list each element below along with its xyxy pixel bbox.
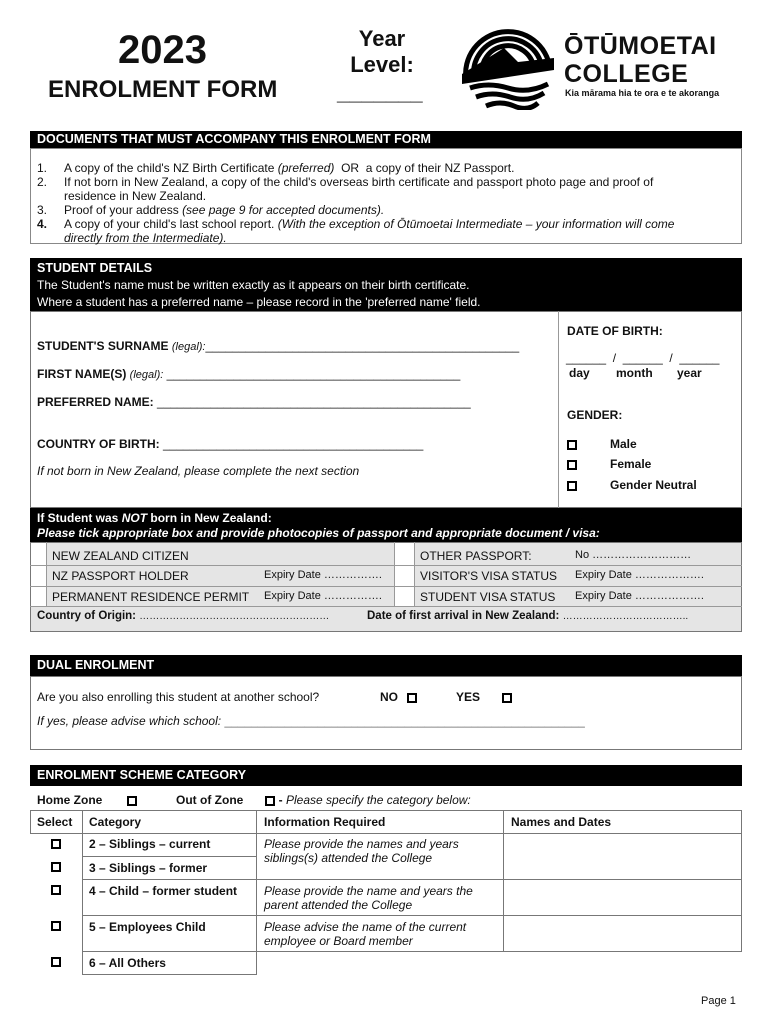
doc-item-text-end: OR a copy of their NZ Passport. <box>334 161 515 175</box>
doc-item-4-cont <box>37 231 737 245</box>
page-number: Page 1 <box>701 995 736 1007</box>
out-of-zone-option[interactable] <box>176 793 471 807</box>
other-school-field[interactable] <box>37 714 585 728</box>
col-category-header: Category <box>89 815 142 829</box>
first-name-label: FIRST NAME(S) <box>37 367 130 381</box>
category-2-checkbox[interactable] <box>51 839 61 849</box>
country-of-origin-dots[interactable]: ………………………………………………… <box>139 611 330 622</box>
year-level-label-line2: Level: <box>350 52 414 77</box>
scheme-grid-line <box>30 810 31 833</box>
surname-line[interactable]: _______________________________________________ <box>205 339 520 353</box>
out-of-zone-checkbox[interactable] <box>265 796 275 806</box>
year-level-label-line1: Year <box>358 26 406 51</box>
first-name-line[interactable]: ____________________________________________ <box>163 367 461 381</box>
form-year: 2023 <box>118 28 207 72</box>
dob-line[interactable]: ______ / ______ / ______ <box>566 351 720 365</box>
scheme-grid-line <box>82 951 742 952</box>
gender-option-male[interactable] <box>567 437 637 451</box>
nz-citizen-label: NEW ZEALAND CITIZEN <box>52 549 189 563</box>
doc-item-1 <box>37 161 737 175</box>
doc-item-text: Proof of your address <box>64 203 183 217</box>
overseas-grid-line <box>46 542 47 606</box>
preferred-name-field[interactable] <box>37 395 471 409</box>
gender-neutral-checkbox[interactable] <box>567 481 577 491</box>
first-name-label-sub: (legal): <box>129 369 164 381</box>
category-4-checkbox[interactable] <box>51 885 61 895</box>
doc-item-note: (see page 9 for accepted documents). <box>182 203 385 217</box>
student-name-note-1: The Student's name must be written exactly as it appears on their birth certificate. <box>37 278 470 292</box>
category-3-label: 3 – Siblings – former <box>89 861 208 875</box>
dual-no-label: NO <box>380 690 398 704</box>
first-arrival-label: Date of first arrival in New Zealand: <box>367 610 563 622</box>
permanent-residence-expiry[interactable]: Expiry Date ……………. <box>264 590 382 602</box>
info-siblings: Please provide the names and years siblings(s) attended the College <box>264 837 459 865</box>
dual-enrolment-question: Are you also enrolling this student at another school? <box>37 690 320 704</box>
school-motto: Kia mārama hia te ora e te akoranga <box>565 88 720 98</box>
college-logo <box>458 18 558 110</box>
category-6-checkbox[interactable] <box>51 957 61 967</box>
doc-item-note: (With the exception of Ōtūmoetai Intermediate – your information will come <box>277 217 675 231</box>
preferred-name-line[interactable]: _______________________________________________ <box>157 395 471 409</box>
year-level-field[interactable]: _______ <box>337 80 423 105</box>
gender-female-label: Female <box>610 457 652 471</box>
student-details-heading <box>30 258 742 311</box>
overseas-grid-line <box>414 542 415 606</box>
doc-item-2 <box>37 175 737 189</box>
documents-list <box>37 161 737 245</box>
scheme-grid-line <box>741 810 742 952</box>
dob-month-label: month <box>616 366 653 380</box>
doc-item-number: 1. <box>37 161 48 175</box>
dob-divider <box>558 311 559 508</box>
overseas-title-a: If Student was <box>37 511 122 525</box>
doc-item-text: If not born in New Zealand, a copy of the child's overseas birth certificate and passport photo page and proof of <box>64 175 654 189</box>
enrolment-scheme-heading: ENROLMENT SCHEME CATEGORY <box>30 765 742 786</box>
other-school-label: If yes, please advise which school: <box>37 714 225 728</box>
overseas-title-b: born in New Zealand: <box>147 511 272 525</box>
dual-no-option[interactable] <box>380 690 417 704</box>
student-visa-checkbox[interactable] <box>395 587 414 606</box>
country-of-birth-line[interactable]: _______________________________________ <box>163 437 424 451</box>
names-dates-former-student[interactable] <box>504 880 741 915</box>
surname-label: STUDENT'S SURNAME <box>37 339 172 353</box>
doc-item-number: 3. <box>37 203 48 217</box>
country-of-birth-field[interactable] <box>37 437 423 451</box>
category-6-label: 6 – All Others <box>89 956 166 970</box>
dual-no-checkbox[interactable] <box>407 693 417 703</box>
category-4-label: 4 – Child – former student <box>89 884 238 898</box>
col-names-header: Names and Dates <box>511 815 612 829</box>
dual-enrolment-heading: DUAL ENROLMENT <box>30 655 742 676</box>
scheme-grid-line <box>30 810 742 811</box>
student-details-title: STUDENT DETAILS <box>37 261 153 275</box>
doc-item-note: (preferred) <box>277 161 335 175</box>
nz-passport-expiry[interactable]: Expiry Date ……………. <box>264 569 382 581</box>
col-info-header: Information Required <box>264 815 386 829</box>
doc-item-note: directly from the Intermediate). <box>64 231 227 245</box>
doc-item-2-cont <box>37 189 737 203</box>
dob-year-label: year <box>677 366 702 380</box>
scheme-grid-line <box>82 974 256 975</box>
gender-option-neutral[interactable] <box>567 478 697 492</box>
gender-neutral-label: Gender Neutral <box>610 478 697 492</box>
names-dates-siblings[interactable] <box>504 834 741 879</box>
year-level-label <box>346 26 418 78</box>
category-2-label: 2 – Siblings – current <box>89 837 211 851</box>
dual-yes-checkbox[interactable] <box>502 693 512 703</box>
doc-item-number: 4. <box>37 217 48 231</box>
gender-male-checkbox[interactable] <box>567 440 577 450</box>
overseas-grid-line <box>30 586 742 587</box>
category-3-checkbox[interactable] <box>51 862 61 872</box>
gender-female-checkbox[interactable] <box>567 460 577 470</box>
other-passport-label: OTHER PASSPORT: <box>420 549 532 563</box>
overseas-grid-line <box>30 565 742 566</box>
gender-option-female[interactable] <box>567 457 651 471</box>
out-of-zone-label: Out of Zone <box>176 793 244 807</box>
first-name-field[interactable] <box>37 367 460 381</box>
category-5-checkbox[interactable] <box>51 921 61 931</box>
dob-day-label: day <box>569 366 590 380</box>
overseas-title-not: NOT <box>121 511 148 525</box>
country-of-birth-label: COUNTRY OF BIRTH: <box>37 437 163 451</box>
overseas-instructions: Please tick appropriate box and provide photocopies of passport and appropriate document / visa: <box>37 526 600 540</box>
overseas-grid-line <box>30 606 742 607</box>
preferred-name-label: PREFERRED NAME: <box>37 395 158 409</box>
visitor-visa-checkbox[interactable] <box>395 566 414 586</box>
gender-male-label: Male <box>610 437 637 451</box>
other-school-line[interactable]: ______________________________________________________ <box>224 714 585 728</box>
permanent-residence-checkbox[interactable] <box>31 587 46 606</box>
school-name-line2: COLLEGE <box>564 60 689 88</box>
doc-item-text: A copy of your child's last school report. <box>64 217 278 231</box>
student-name-note-2: Where a student has a preferred name – please record in the 'preferred name' field. <box>37 295 481 309</box>
permanent-residence-label: PERMANENT RESIDENCE PERMIT <box>52 590 250 604</box>
scheme-grid-line <box>82 856 256 857</box>
overseas-title <box>37 511 742 526</box>
info-former-student: Please provide the name and years the parent attended the College <box>264 884 473 912</box>
first-arrival-dots[interactable]: ……………………………….. <box>562 611 689 622</box>
first-arrival-field[interactable] <box>367 610 688 622</box>
col-select-header: Select <box>37 815 73 829</box>
country-of-origin-field[interactable] <box>37 610 329 622</box>
dual-enrolment-box <box>30 676 742 750</box>
surname-field[interactable] <box>37 339 519 353</box>
other-passport-number[interactable]: No ……………………… <box>575 549 692 561</box>
surname-label-sub: (legal): <box>171 341 206 353</box>
visitor-visa-label: VISITOR'S VISA STATUS <box>420 569 557 583</box>
names-dates-employee[interactable] <box>504 916 741 951</box>
not-born-note: If not born in New Zealand, please complete the next section <box>37 464 360 478</box>
home-zone-label: Home Zone <box>37 793 103 807</box>
out-of-zone-dash: - <box>275 793 286 807</box>
doc-item-number: 2. <box>37 175 48 189</box>
home-zone-checkbox[interactable] <box>127 796 137 806</box>
doc-item-4 <box>37 217 737 231</box>
student-visa-label: STUDENT VISA STATUS <box>420 590 556 604</box>
home-zone-option[interactable] <box>37 793 137 807</box>
doc-item-3 <box>37 203 737 217</box>
documents-heading: DOCUMENTS THAT MUST ACCOMPANY THIS ENROLMENT FORM <box>30 131 742 148</box>
out-of-zone-note: Please specify the category below: <box>286 793 471 807</box>
dual-yes-option[interactable] <box>456 690 512 704</box>
student-visa-expiry[interactable]: Expiry Date ………………. <box>575 590 704 602</box>
dual-yes-label: YES <box>456 690 481 704</box>
overseas-heading <box>30 508 742 542</box>
category-5-label: 5 – Employees Child <box>89 920 206 934</box>
nz-passport-checkbox[interactable] <box>31 566 46 586</box>
school-name-line1: ŌTŪMOETAI <box>564 32 717 60</box>
country-of-origin-label: Country of Origin: <box>37 610 140 622</box>
doc-item-text: A copy of the child's NZ Birth Certificate <box>64 161 278 175</box>
other-passport-checkbox[interactable] <box>395 543 414 565</box>
doc-item-text: residence in New Zealand. <box>64 189 207 203</box>
nz-citizen-checkbox[interactable] <box>31 543 46 565</box>
gender-label: GENDER: <box>567 408 623 422</box>
visitor-visa-expiry[interactable]: Expiry Date ………………. <box>575 569 704 581</box>
info-employee: Please advise the name of the current employee or Board member <box>264 920 467 948</box>
nz-passport-label: NZ PASSPORT HOLDER <box>52 569 189 583</box>
form-title: ENROLMENT FORM <box>48 76 278 103</box>
dob-label: DATE OF BIRTH: <box>567 324 663 338</box>
